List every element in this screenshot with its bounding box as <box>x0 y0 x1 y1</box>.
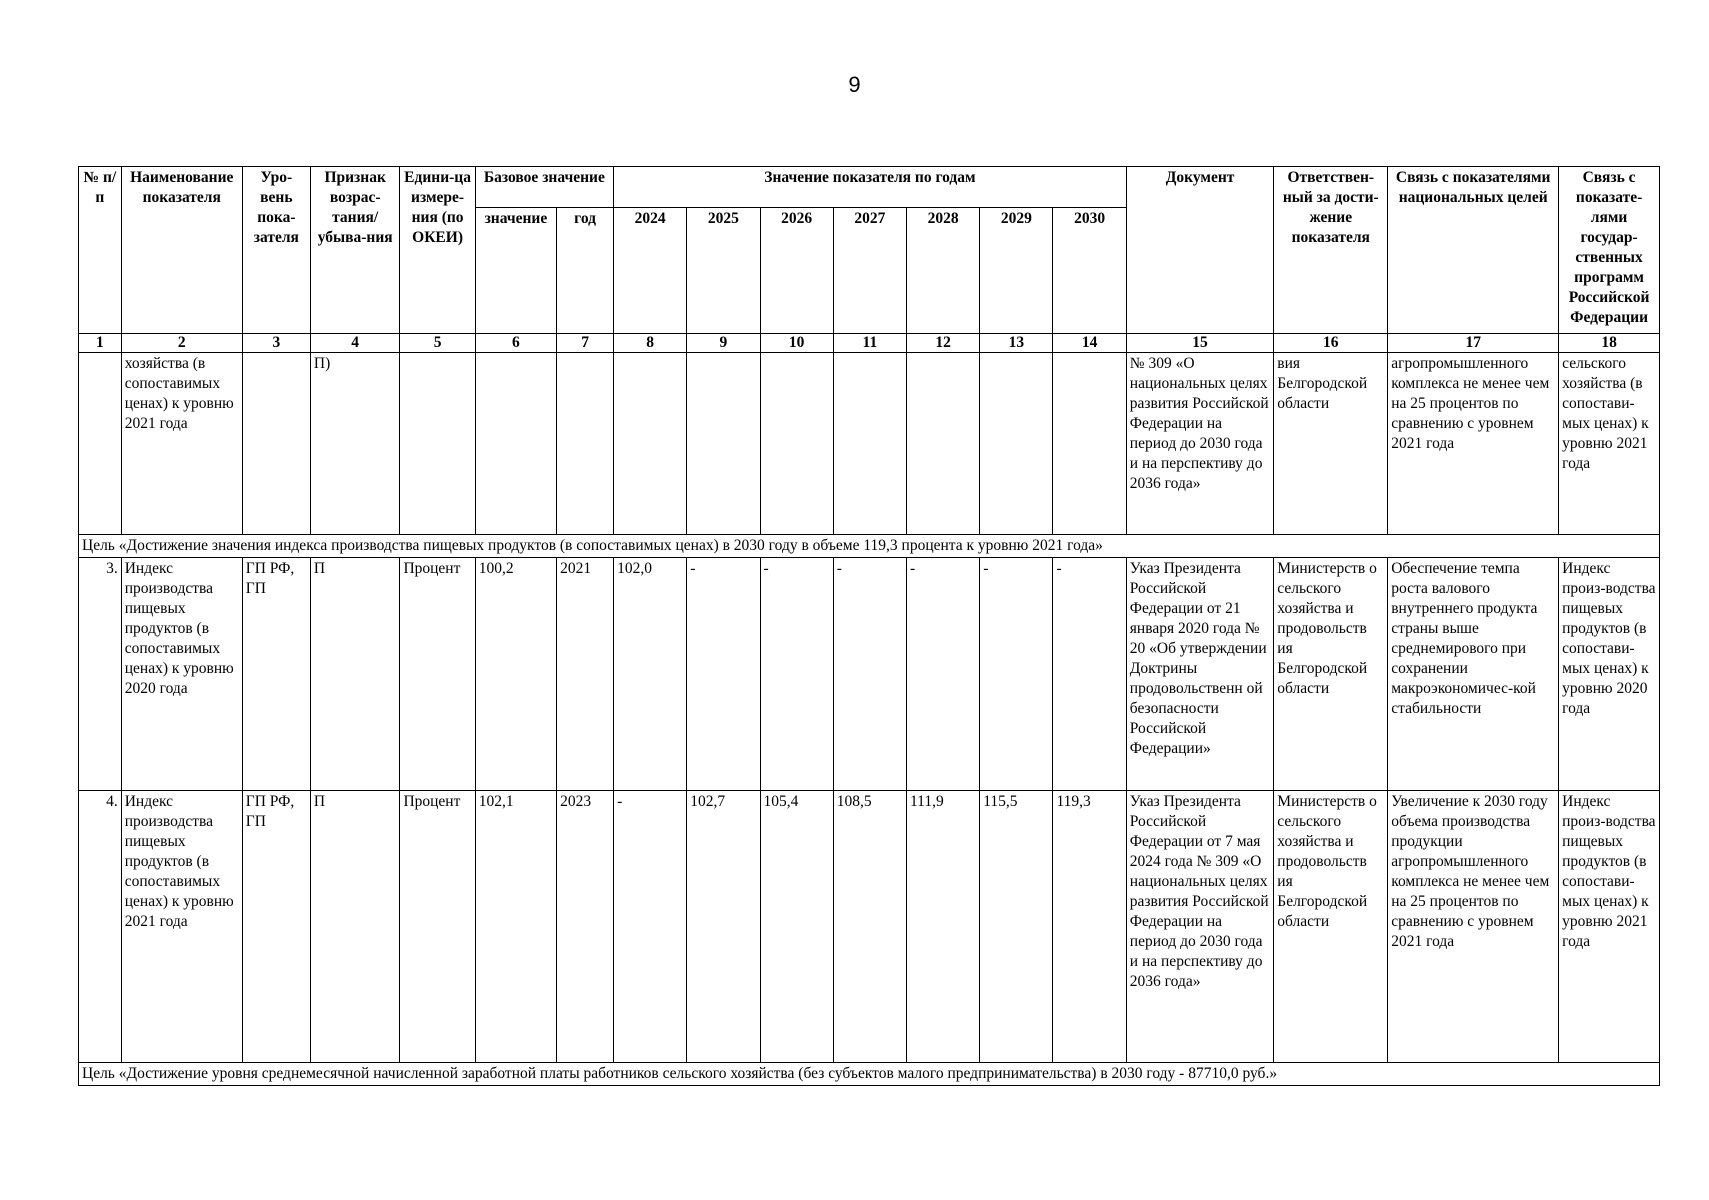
column-number: 2 <box>121 334 242 353</box>
cell-year-value: - <box>980 558 1053 791</box>
cell-unit: Процент <box>400 791 475 1063</box>
header-year-2028: 2028 <box>907 208 980 334</box>
header-base-value: значение <box>475 208 556 334</box>
cell-year-value <box>687 353 760 535</box>
goal-row <box>79 535 1660 558</box>
cell-state-programs: Индекс произ-водства пищевых продуктов (в сопостави-мых ценах) к уровню 2020 года <box>1559 558 1660 791</box>
column-number: 17 <box>1388 334 1559 353</box>
cell-national: агропромышленного комплекса не менее чем на 25 процентов по сравнению с уровнем 2021 года <box>1388 353 1559 535</box>
goal-row <box>79 1063 1660 1086</box>
header-national: Связь с показателями национальных целей <box>1388 167 1559 334</box>
column-number: 3 <box>242 334 310 353</box>
cell-year-value: - <box>1053 558 1126 791</box>
column-number: 4 <box>310 334 400 353</box>
cell-base-year: 2023 <box>557 791 614 1063</box>
column-numbers-row <box>79 334 1660 353</box>
header-year-2024: 2024 <box>614 208 687 334</box>
cell-year-value <box>614 353 687 535</box>
cell-num: 3. <box>79 558 122 791</box>
cell-base-value: 100,2 <box>475 558 556 791</box>
header-year-2026: 2026 <box>760 208 833 334</box>
cell-unit: Процент <box>400 558 475 791</box>
header-document: Документ <box>1126 167 1274 334</box>
cell-level: ГП РФ, ГП <box>242 791 310 1063</box>
cell-national: Увеличение к 2030 году объема производства продукции агропромышленного комплекса не менее чем на 25 процентов по сравнению с уровнем 2021 года <box>1388 791 1559 1063</box>
cell-year-value: - <box>687 558 760 791</box>
cell-year-value <box>980 353 1053 535</box>
indicators-table <box>78 166 1660 1086</box>
header-year-2027: 2027 <box>833 208 906 334</box>
table-row <box>79 558 1660 791</box>
column-number: 10 <box>760 334 833 353</box>
cell-year-value: - <box>760 558 833 791</box>
cell-responsible: вия Белгородской области <box>1274 353 1388 535</box>
cell-year-value: 115,5 <box>980 791 1053 1063</box>
column-number: 7 <box>557 334 614 353</box>
column-number: 12 <box>907 334 980 353</box>
column-number: 9 <box>687 334 760 353</box>
cell-base-value <box>475 353 556 535</box>
cell-base-year: 2021 <box>557 558 614 791</box>
cell-num <box>79 353 122 535</box>
cell-document: Указ Президента Российской Федерации от 21 января 2020 года № 20 «Об утверждении Доктрины продовольственн ой безопасности Российской Федерации» <box>1126 558 1274 791</box>
cell-year-value <box>907 353 980 535</box>
cell-year-value <box>760 353 833 535</box>
goal-text: Цель «Достижение значения индекса производства пищевых продуктов (в сопоставимых ценах) в 2030 году в объеме 119,3 процента к уровню 2021 года» <box>79 535 1660 558</box>
header-base: Базовое значение <box>475 167 613 208</box>
header-years: Значение показателя по годам <box>614 167 1127 208</box>
header-year-2029: 2029 <box>980 208 1053 334</box>
cell-year-value: 108,5 <box>833 791 906 1063</box>
cell-year-value: - <box>614 791 687 1063</box>
header-year-2025: 2025 <box>687 208 760 334</box>
table-row <box>79 791 1660 1063</box>
column-number: 11 <box>833 334 906 353</box>
header-year-2030: 2030 <box>1053 208 1126 334</box>
cell-sign: П <box>310 558 400 791</box>
cell-state-programs: Индекс произ-водства пищевых продуктов (в сопостави-мых ценах) к уровню 2021 года <box>1559 791 1660 1063</box>
column-number: 8 <box>614 334 687 353</box>
cell-year-value <box>833 353 906 535</box>
header-sign: Признак возрас-тания/ убыва-ния <box>310 167 400 334</box>
cell-document: № 309 «О национальных целях развития Российской Федерации на период до 2030 года и на перспективу до 2036 года» <box>1126 353 1274 535</box>
column-number: 13 <box>980 334 1053 353</box>
cell-year-value: 111,9 <box>907 791 980 1063</box>
column-number: 14 <box>1053 334 1126 353</box>
cell-unit <box>400 353 475 535</box>
header-responsible: Ответствен-ный за дости-жение показателя <box>1274 167 1388 334</box>
cell-year-value: 119,3 <box>1053 791 1126 1063</box>
header-base-year: год <box>557 208 614 334</box>
header-num: № п/п <box>79 167 122 334</box>
cell-base-year <box>557 353 614 535</box>
cell-sign: П) <box>310 353 400 535</box>
column-number: 6 <box>475 334 556 353</box>
column-number: 16 <box>1274 334 1388 353</box>
header-unit: Едини-ца измере-ния (по ОКЕИ) <box>400 167 475 334</box>
cell-responsible: Министерств о сельского хозяйства и продовольств ия Белгородской области <box>1274 791 1388 1063</box>
goal-text: Цель «Достижение уровня среднемесячной начисленной заработной платы работников сельского хозяйства (без субъектов малого предпринимательства) в 2030 году - 87710,0 руб.» <box>79 1063 1660 1086</box>
cell-year-value <box>1053 353 1126 535</box>
cell-name: хозяйства (в сопоставимых ценах) к уровню 2021 года <box>121 353 242 535</box>
cell-base-value: 102,1 <box>475 791 556 1063</box>
cell-state-programs: сельского хозяйства (в сопостави-мых ценах) к уровню 2021 года <box>1559 353 1660 535</box>
header-state-programs: Связь с показате-лями государ-ственных программ Российской Федерации <box>1559 167 1660 334</box>
column-number: 15 <box>1126 334 1274 353</box>
cell-level <box>242 353 310 535</box>
column-number: 18 <box>1559 334 1660 353</box>
cell-level: ГП РФ, ГП <box>242 558 310 791</box>
column-number: 5 <box>400 334 475 353</box>
cell-responsible: Министерств о сельского хозяйства и продовольств ия Белгородской области <box>1274 558 1388 791</box>
cell-document: Указ Президента Российской Федерации от 7 мая 2024 года № 309 «О национальных целях развития Российской Федерации на период до 2030 года и на перспективу до 2036 года» <box>1126 791 1274 1063</box>
column-number: 1 <box>79 334 122 353</box>
header-name: Наименование показателя <box>121 167 242 334</box>
cell-year-value: - <box>833 558 906 791</box>
cell-sign: П <box>310 791 400 1063</box>
continuation-row <box>79 353 1660 535</box>
cell-num: 4. <box>79 791 122 1063</box>
cell-name: Индекс производства пищевых продуктов (в сопоставимых ценах) к уровню 2021 года <box>121 791 242 1063</box>
header-level: Уро-вень пока-зателя <box>242 167 310 334</box>
cell-year-value: - <box>907 558 980 791</box>
page-number: 9 <box>848 72 861 97</box>
cell-year-value: 105,4 <box>760 791 833 1063</box>
cell-year-value: 102,0 <box>614 558 687 791</box>
cell-national: Обеспечение темпа роста валового внутреннего продукта страны выше среднемирового при сохранении макроэкономичес-кой стабильности <box>1388 558 1559 791</box>
cell-year-value: 102,7 <box>687 791 760 1063</box>
cell-name: Индекс производства пищевых продуктов (в сопоставимых ценах) к уровню 2020 года <box>121 558 242 791</box>
